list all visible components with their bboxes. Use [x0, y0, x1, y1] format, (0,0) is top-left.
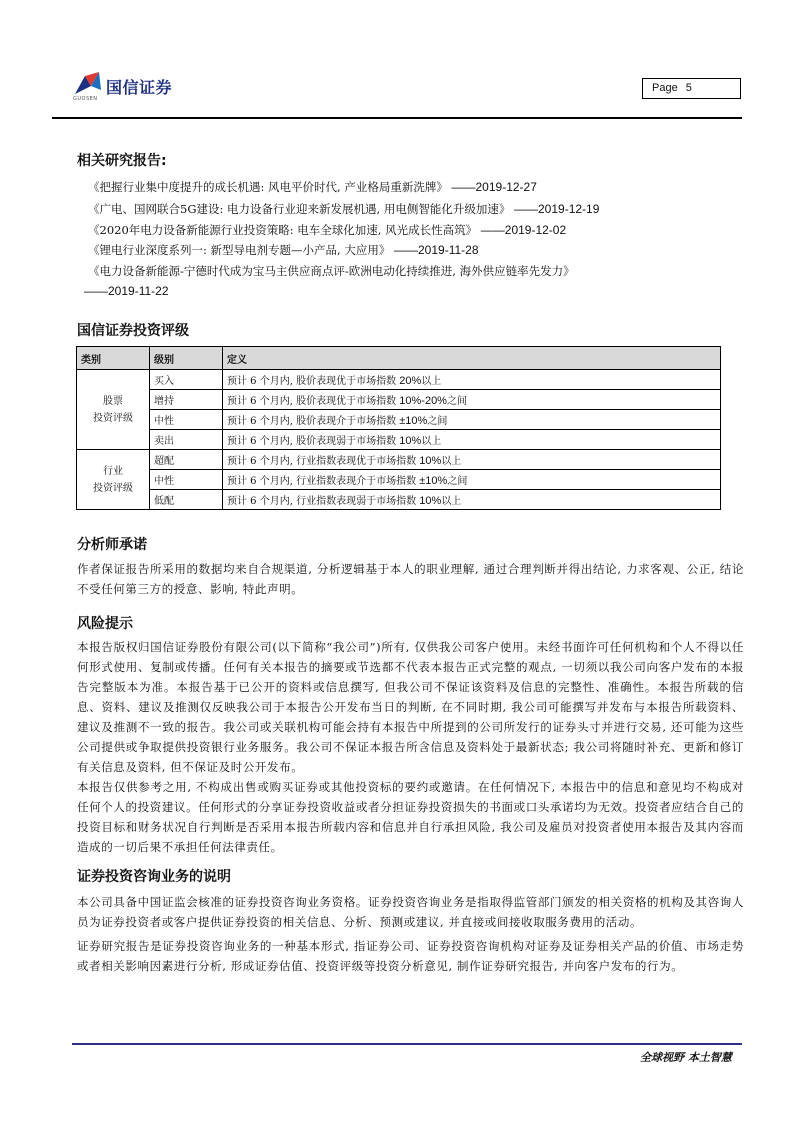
- category-line: 股票: [103, 395, 123, 407]
- analyst-title: 分析师承诺: [77, 537, 147, 553]
- related-report-title: 《锂电行业深度系列一: 新型导电剂专题—小产品, 大应用》: [88, 243, 391, 257]
- level-cell: 中性: [150, 470, 223, 490]
- table-row: [77, 490, 721, 510]
- guosen-logo-icon: [73, 70, 103, 96]
- definition-cell: 预计 6 个月内, 行业指数表现优于市场指数 10%以上: [223, 450, 721, 470]
- header-level: 级别: [150, 347, 223, 370]
- related-report-1[interactable]: [88, 179, 537, 195]
- table-row: [77, 470, 721, 490]
- level-cell: 低配: [150, 490, 223, 510]
- table-row: [77, 430, 721, 450]
- industry-category-cell: [77, 450, 150, 510]
- related-report-title: 《广电、国网联合5G建设: 电力设备行业迎来新发展机遇, 用电侧智能化升级加速》: [88, 202, 511, 216]
- definition-cell: 预计 6 个月内, 股价表现优于市场指数 10%-20%之间: [223, 390, 721, 410]
- table-row: [77, 410, 721, 430]
- related-report-title: 《把握行业集中度提升的成长机遇: 风电平价时代, 产业格局重新洗牌》: [88, 180, 448, 194]
- consult-paragraph-2: 证券研究报告是证券投资咨询业务的一种基本形式, 指证券公司、证券投资咨询机构对证券及证券相关产品的价值、市场走势或者相关影响因素进行分析, 形成证券估值、投资评级等投资分析意见, 制作证券研究报告, 并向客户发布的行为。: [77, 939, 744, 973]
- related-report-5[interactable]: [88, 263, 575, 279]
- related-report-date: ——2019-11-28: [394, 243, 479, 257]
- stock-category-cell: [77, 370, 150, 450]
- related-report-date: ——2019-12-19: [514, 202, 600, 216]
- related-report-4[interactable]: [88, 242, 479, 258]
- level-cell: 中性: [150, 410, 223, 430]
- rating-title: 国信证券投资评级: [77, 323, 189, 339]
- definition-cell: 预计 6 个月内, 行业指数表现弱于市场指数 10%以上: [223, 490, 721, 510]
- risk-paragraph-2: 本报告仅供参考之用, 不构成出售或购买证券或其他投资标的要约或邀请。在任何情况下, 本报告中的信息和意见均不构成对任何个人的投资建议。任何形式的分享证券投资收益或者分担证券投资损失的书面或口头承诺均为无效。投资者应结合自己的投资目标和财务状况自行判断是否采用本报告所载内容和信息并自行承担风险, 我公司及雇员对投资者使用本报告及其内容而造成的一切后果不承担任何法律责任。: [77, 780, 744, 854]
- header-category: 类别: [77, 347, 150, 370]
- definition-cell: 预计 6 个月内, 股价表现弱于市场指数 10%以上: [223, 430, 721, 450]
- related-reports-title: 相关研究报告:: [77, 153, 167, 169]
- category-line: 投资评级: [93, 412, 133, 424]
- analyst-text: 作者保证报告所采用的数据均来自合规渠道, 分析逻辑基于本人的职业理解, 通过合理判断并得出结论, 力求客观、公正, 结论不受任何第三方的授意、影响, 特此声明。: [77, 562, 744, 596]
- related-report-5-date: [84, 284, 169, 298]
- page-label: Page: [652, 82, 678, 94]
- logo-en-text: GUOSEN: [73, 96, 98, 102]
- header-divider: [52, 117, 742, 119]
- table-header-row: [77, 347, 721, 370]
- related-report-3[interactable]: [88, 222, 566, 238]
- table-row: [77, 390, 721, 410]
- risk-paragraph-1: 本报告版权归国信证券股份有限公司(以下简称“我公司”)所有, 仅供我公司客户使用。未经书面许可任何机构和个人不得以任何形式使用、复制或传播。任何有关本报告的摘要或节选都不代表本报告正式完整的观点, 一切须以我公司向客户发布的本报告完整版本为准。本报告基于已公开的资料或信息撰写, 但我公司不保证该资料及信息的完整性、准确性。本报告所载的信息、资料、建议及推测仅反映我公司于本报告公开发布当日的判断, 在不同时期, 我公司可能撰写并发布与本报告所载资料、建议及推测不一致的报告。我公司或关联机构可能会持有本报告中所提到的公司所发行的证券头寸并进行交易, 还可能为这些公司提供或争取提供投资银行业务服务。我公司不保证本报告所含信息及资料处于最新状态; 我公司将随时补充、更新和修订有关信息及资料, 但不保证及时公开发布。: [77, 640, 744, 774]
- level-cell: 增持: [150, 390, 223, 410]
- company-logo: [73, 70, 203, 104]
- footer-divider: [72, 1043, 742, 1045]
- logo-text: 国信证券: [106, 78, 173, 97]
- related-report-date: ——2019-11-22: [84, 284, 169, 298]
- level-cell: 超配: [150, 450, 223, 470]
- level-cell: 买入: [150, 370, 223, 390]
- category-line: 投资评级: [93, 482, 133, 494]
- related-report-date: ——2019-12-02: [480, 223, 567, 237]
- page-number-box: [642, 78, 741, 99]
- category-line: 行业: [103, 465, 123, 477]
- level-cell: 卖出: [150, 430, 223, 450]
- risk-title: 风险提示: [77, 616, 133, 632]
- related-report-date: ——2019-12-27: [451, 180, 537, 194]
- related-report-2[interactable]: [88, 201, 599, 217]
- definition-cell: 预计 6 个月内, 股价表现介于市场指数 ±10%之间: [223, 410, 721, 430]
- table-row: [77, 370, 721, 390]
- consult-title: 证券投资咨询业务的说明: [77, 869, 231, 885]
- rating-table: [76, 346, 721, 510]
- related-report-title: 《电力设备新能源-宁德时代成为宝马主供应商点评-欧洲电动化持续推进, 海外供应链率先发力》: [88, 264, 575, 278]
- definition-cell: 预计 6 个月内, 股价表现优于市场指数 20%以上: [223, 370, 721, 390]
- header-definition: 定义: [223, 347, 721, 370]
- definition-cell: 预计 6 个月内, 行业指数表现介于市场指数 ±10%之间: [223, 470, 721, 490]
- footer-slogan: 全球视野 本土智慧: [640, 1051, 732, 1064]
- table-row: [77, 450, 721, 470]
- consult-paragraph-1: 本公司具备中国证监会核准的证券投资咨询业务资格。证券投资咨询业务是指取得监管部门颁发的相关资格的机构及其咨询人员为证券投资者或客户提供证券投资的相关信息、分析、预测或建议, 并直接或间接收取服务费用的活动。: [77, 895, 744, 929]
- related-report-title: 《2020年电力设备新能源行业投资策略: 电车全球化加速, 风光成长性高筑》: [88, 223, 478, 237]
- page-number: 5: [685, 82, 692, 94]
